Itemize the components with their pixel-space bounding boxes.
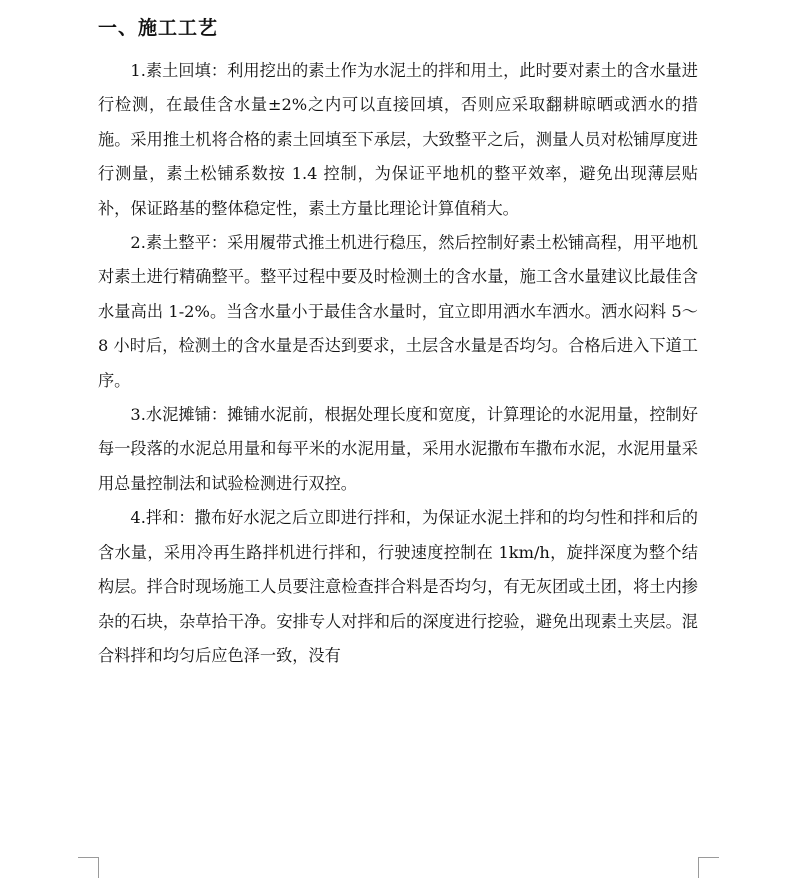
- page-margin-corner-mark-left: [78, 857, 99, 878]
- paragraph-cement-spreading: 3.水泥摊铺：摊铺水泥前，根据处理长度和宽度，计算理论的水泥用量，控制好每一段落的水泥总用量和每平米的水泥用量，采用水泥撒布车撒布水泥，水泥用量采用总量控制法和试验检测进行双控。: [98, 405, 698, 493]
- paragraph-mixing: 4.拌和：撒布好水泥之后立即进行拌和，为保证水泥土拌和的均匀性和拌和后的含水量，采用冷再生路拌机进行拌和，行驶速度控制在 1km/h，旋拌深度为整个结构层。拌合时现场施工人员要注意检查拌合料是否均匀，有无灰团或土团，将土内掺杂的石块，杂草拾干净。安排专人对拌和后的深度进行挖验，避免出现素土夹层。混合料拌和均匀后应色泽一致，没有: [98, 508, 698, 665]
- section-heading: 一、施工工艺: [98, 17, 219, 39]
- paragraph-leveling: 2.素土整平：采用履带式推土机进行稳压，然后控制好素土松铺高程，用平地机对素土进行精确整平。整平过程中要及时检测土的含水量，施工含水量建议比最佳含水量高出 1-2%。当含水量小于最佳含水量时，宜立即用洒水车洒水。洒水闷料 5～8 小时后，检测土的含水量是否达到要求，土层含水量是否均匀。合格后进入下道工序。: [98, 233, 698, 390]
- page-margin-corner-mark-right: [698, 857, 719, 878]
- paragraph-backfill: 1.素土回填：利用挖出的素土作为水泥土的拌和用土，此时要对素土的含水量进行检测，在最佳含水量±2%之内可以直接回填，否则应采取翻耕晾晒或洒水的措施。采用推土机将合格的素土回填至下承层，大致整平之后，测量人员对松铺厚度进行测量，素土松铺系数按 1.4 控制，为保证平地机的整平效率，避免出现薄层贴补，保证路基的整体稳定性，素土方量比理论计算值稍大。: [98, 61, 698, 218]
- document-body: [98, 54, 698, 673]
